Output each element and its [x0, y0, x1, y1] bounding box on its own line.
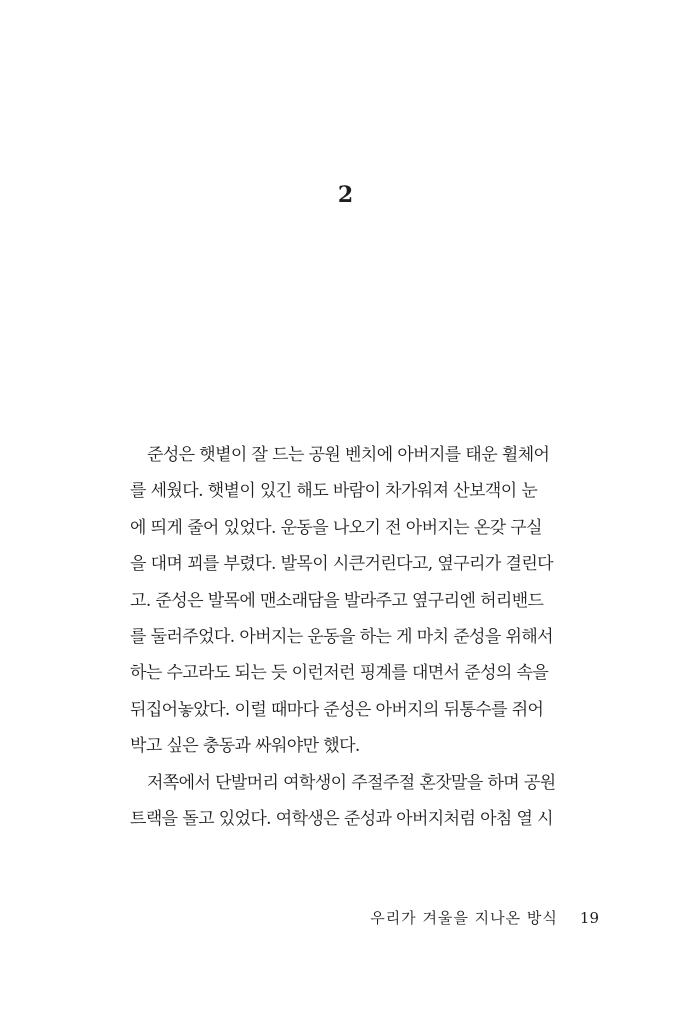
- running-footer: [370, 906, 599, 930]
- paragraph-line: 준성은 햇볕이 잘 드는 공원 벤치에 아버지를 태운 휠체어: [147, 445, 550, 465]
- paragraph-line: 에 띄게 줄어 있었다. 운동을 나오기 전 아버지는 온갖 구실: [130, 517, 542, 538]
- paragraph-line: 를 둘러주었다. 아버지는 운동을 하는 게 마치 준성을 위해서: [130, 626, 553, 647]
- body-text: [130, 437, 600, 837]
- paragraph-line: 트랙을 돌고 있었다. 여학생은 준성과 아버지처럼 아침 열 시: [130, 808, 553, 829]
- paragraph-line: 박고 싶은 충동과 싸워야만 했다.: [130, 736, 360, 757]
- paragraph-line: 저쪽에서 단발머리 여학생이 주절주절 혼잣말을 하며 공원: [147, 772, 556, 793]
- paragraph-line: 고. 준성은 발목에 맨소래담을 발라주고 옆구리엔 허리밴드: [130, 590, 544, 611]
- paragraph-line: 을 대며 꾀를 부렸다. 발목이 시큰거린다고, 옆구리가 결린다: [130, 554, 553, 575]
- chapter-number: 2: [337, 182, 354, 208]
- paragraph-line: 하는 수고라도 되는 듯 이런저런 핑계를 대면서 준성의 속을: [130, 663, 549, 684]
- paragraph-line: 를 세웠다. 햇볕이 있긴 해도 바람이 차가워져 산보객이 눈: [130, 481, 538, 502]
- book-title: 우리가 겨울을 지나온 방식: [370, 909, 558, 927]
- page-number: 19: [579, 909, 599, 927]
- paragraph-line: 뒤집어놓았다. 이럴 때마다 준성은 아버지의 뒤통수를 쥐어: [130, 699, 544, 720]
